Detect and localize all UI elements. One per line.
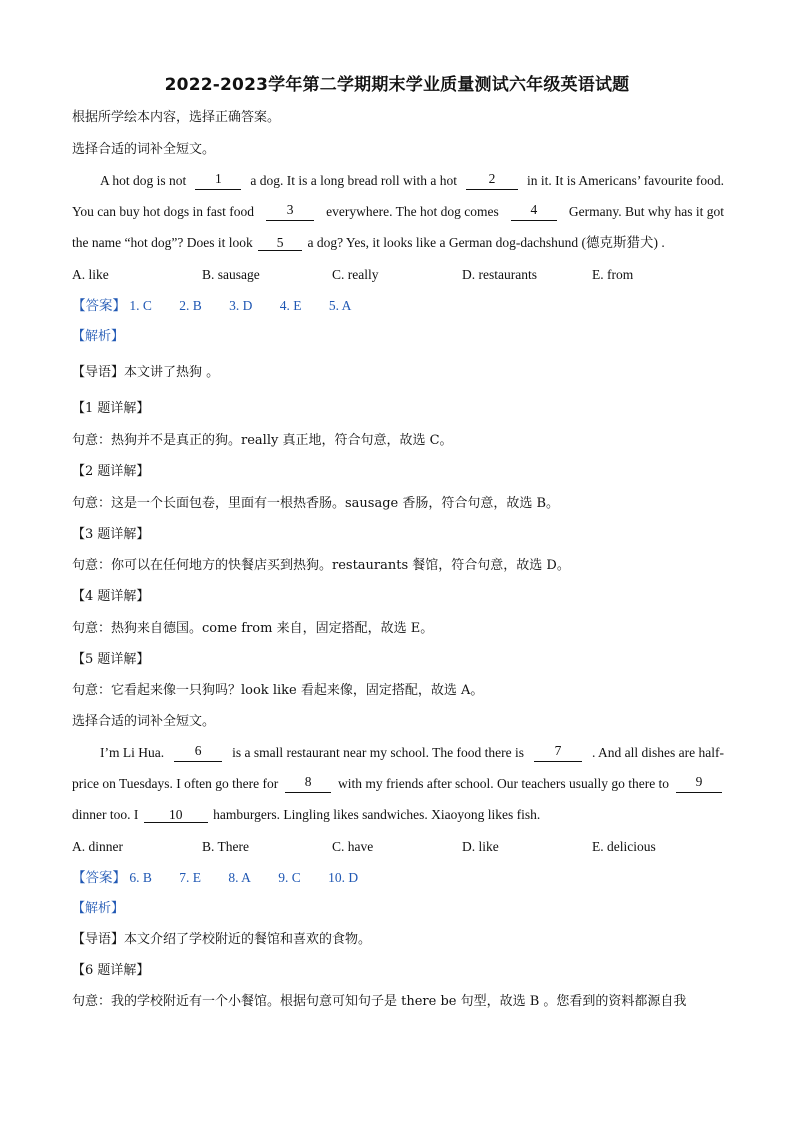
answer-item: 10. D: [328, 870, 359, 885]
blank-2: 2: [466, 172, 518, 190]
detail-text-5: 句意：它看起来像一只狗吗？look like 看起来像，固定搭配，故选 A。: [72, 683, 484, 698]
option-item: D. restaurants: [462, 267, 537, 282]
detail-text-2: 句意：这是一个长面包卷，里面有一根热香肠。sausage 香肠，符合句意，故选 B。: [72, 496, 560, 511]
option-item: B. sausage: [202, 267, 260, 282]
answer-item: 7. E: [179, 870, 202, 885]
blank-6: 6: [174, 744, 222, 762]
section2-para-line3: [72, 806, 724, 824]
para-text: . And all dishes are half-: [592, 745, 724, 760]
para-text: a dog. It is a long bread roll with a hot: [250, 173, 457, 188]
detail-head-3: 【3 题详解】: [72, 527, 150, 542]
detail-text-6: 句意：我的学校附近有一个小餐馆。根据句意可知句子是 there be 句型，故选 B 。您看到的资料都源自我: [72, 994, 687, 1009]
para-text: You can buy hot dogs in fast food: [72, 204, 254, 219]
option-item: C. really: [332, 267, 379, 282]
answer-item: 6. B: [129, 870, 152, 885]
detail-text-1: 句意：热狗并不是真正的狗。really 真正地，符合句意，故选 C。: [72, 433, 453, 448]
para-text: A hot dog is not: [100, 173, 187, 188]
para-text: everywhere. The hot dog comes: [326, 204, 499, 219]
answer-item: 9. C: [278, 870, 301, 885]
para-text: with my friends after school. Our teachers usually go there to: [338, 776, 670, 791]
answer-item: 3. D: [229, 298, 253, 313]
section1-options: [72, 266, 724, 284]
page-title: 2022-2023学年第二学期期末学业质量测试六年级英语试题: [164, 75, 630, 95]
section1-guide: 【导语】本文讲了热狗 。: [72, 365, 220, 380]
section1-para-line2: [72, 203, 724, 221]
detail-head-6: 【6 题详解】: [72, 963, 150, 978]
para-text: is a small restaurant near my school. The food there is: [232, 745, 524, 760]
detail-text-4: 句意：热狗来自德国。come from 来自，固定搭配，故选 E。: [72, 621, 434, 636]
section2-heading: 选择合适的词补全短文。: [72, 714, 216, 729]
section2-answer-row: [72, 869, 724, 887]
section1-answer-row: [72, 297, 724, 315]
answer-item: 2. B: [179, 298, 202, 313]
option-item: A. like: [72, 267, 109, 282]
option-item: B. There: [202, 839, 249, 854]
para-text: hamburgers. Lingling likes sandwiches. Xiaoyong likes fish.: [213, 807, 541, 822]
section2-guide: 【导语】本文介绍了学校附近的餐馆和喜欢的食物。: [72, 932, 372, 947]
blank-9: 9: [676, 775, 722, 793]
section1-analysis-tag: 【解析】: [72, 329, 125, 344]
para-text: in it. It is Americans’ favourite food.: [527, 173, 724, 188]
detail-head-5: 【5 题详解】: [72, 652, 150, 667]
option-item: E. from: [592, 267, 634, 282]
section1-para-line3: [72, 234, 724, 252]
blank-3: 3: [266, 203, 314, 221]
para-text: price on Tuesdays. I often go there for: [72, 776, 279, 791]
blank-8: 8: [285, 775, 331, 793]
para-text: Germany. But why has it got: [568, 204, 724, 219]
blank-5: 5: [258, 236, 302, 251]
section1-heading: 选择合适的词补全短文。: [72, 142, 216, 157]
option-item: E. delicious: [592, 839, 656, 854]
para-text: I’m Li Hua.: [100, 745, 165, 760]
option-item: D. like: [462, 839, 499, 854]
detail-head-1: 【1 题详解】: [72, 401, 150, 416]
para-text: dinner too. I: [72, 807, 139, 822]
para-text: the name “hot dog”? Does it look: [72, 235, 253, 250]
blank-4: 4: [511, 203, 557, 221]
blank-10: 10: [144, 808, 208, 823]
option-item: C. have: [332, 839, 374, 854]
detail-head-2: 【2 题详解】: [72, 464, 150, 479]
section2-analysis-tag: 【解析】: [72, 901, 125, 916]
answer-item: 5. A: [328, 298, 352, 313]
intro-instruction: 根据所学绘本内容，选择正确答案。: [72, 110, 281, 125]
blank-7: 7: [534, 744, 582, 762]
answer-tag: 【答案】: [72, 298, 126, 313]
section2-para-line1: [100, 744, 724, 762]
section2-para-line2: [72, 775, 724, 793]
section1-para-line1: [100, 172, 724, 190]
detail-text-3: 句意：你可以在任何地方的快餐店买到热狗。restaurants 餐馆，符合句意，故选 D。: [72, 558, 570, 573]
answer-item: 1. C: [129, 298, 152, 313]
answer-tag: 【答案】: [72, 870, 126, 885]
blank-1: 1: [195, 172, 241, 190]
para-text: a dog? Yes, it looks like a German dog-dachshund (德克斯猎犬) .: [307, 235, 665, 250]
answer-item: 8. A: [228, 870, 251, 885]
detail-head-4: 【4 题详解】: [72, 589, 150, 604]
section2-options: [72, 838, 724, 856]
answer-item: 4. E: [279, 298, 302, 313]
option-item: A. dinner: [72, 839, 123, 854]
